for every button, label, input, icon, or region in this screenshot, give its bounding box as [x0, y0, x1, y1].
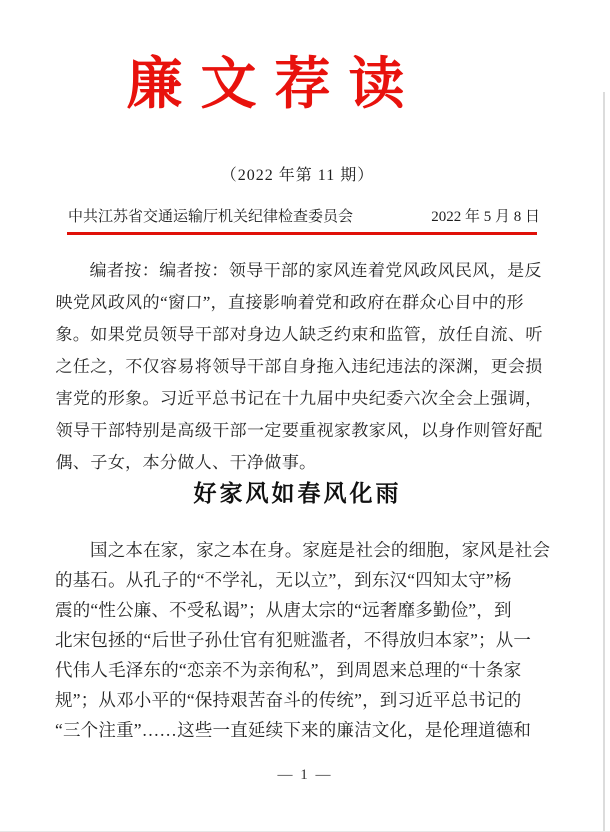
- article-body-line: 国之本在家，家之本在身。家庭是社会的细胞，家风是社会: [90, 540, 551, 561]
- article-body-line: “三个注重”……这些一直延续下来的廉洁文化，是伦理道德和: [55, 720, 532, 741]
- page-edge-shadow-right: [603, 92, 605, 832]
- editor-note: [55, 255, 544, 479]
- article-body-line: 规”；从邓小平的“保持艰苦奋斗的传统”，到习近平总书记的: [55, 690, 522, 711]
- organization-name: 中共江苏省交通运输厅机关纪律检查委员会: [68, 209, 354, 226]
- masthead-title: 廉文荐读: [126, 54, 423, 116]
- editor-note-line: 之任之，不仅容易将领导干部自身拖入违纪违法的深渊，更会损: [55, 357, 544, 377]
- editor-note-line: 象。如果党员领导干部对身边人缺乏约束和监管，放任自流、听: [55, 325, 544, 345]
- article-body-line: 震的“性公廉、不受私谒”；从唐太宗的“远奢靡多勤俭”，到: [55, 600, 512, 621]
- editor-note-line: 编者按：编者按：领导干部的家风连着党风政风民风，是反: [89, 261, 543, 281]
- article-body: [55, 535, 551, 745]
- editor-note-line: 害党的形象。习近平总书记在十九届中央纪委六次全会上强调，: [55, 389, 544, 409]
- article-title: 好家风如春风化雨: [193, 481, 402, 507]
- editor-note-line: 领导干部特别是高级干部一定要重视家教家风，以身作则管好配: [55, 421, 544, 441]
- red-divider-rule: [67, 232, 537, 235]
- article-body-line: 北宋包拯的“后世子孙仕官有犯赃滥者，不得放归本家”；从一: [55, 630, 532, 651]
- issue-date: 2022 年 5 月 8 日: [431, 209, 540, 226]
- issue-number-line: （2022 年第 11 期）: [220, 167, 375, 185]
- editor-note-line: 映党风政风的“窗口”，直接影响着党和政府在群众心目中的形: [55, 293, 525, 313]
- editor-note-line: 偶、子女，本分做人、干净做事。: [55, 453, 317, 473]
- page-number: — 1 —: [277, 767, 333, 783]
- header-row: [55, 206, 540, 228]
- article-body-line: 的基石。从孔子的“不学礼，无以立”，到东汉“四知太守”杨: [55, 570, 512, 591]
- article-body-line: 代伟人毛泽东的“恋亲不为亲徇私”，到周恩来总理的“十条家: [55, 660, 522, 681]
